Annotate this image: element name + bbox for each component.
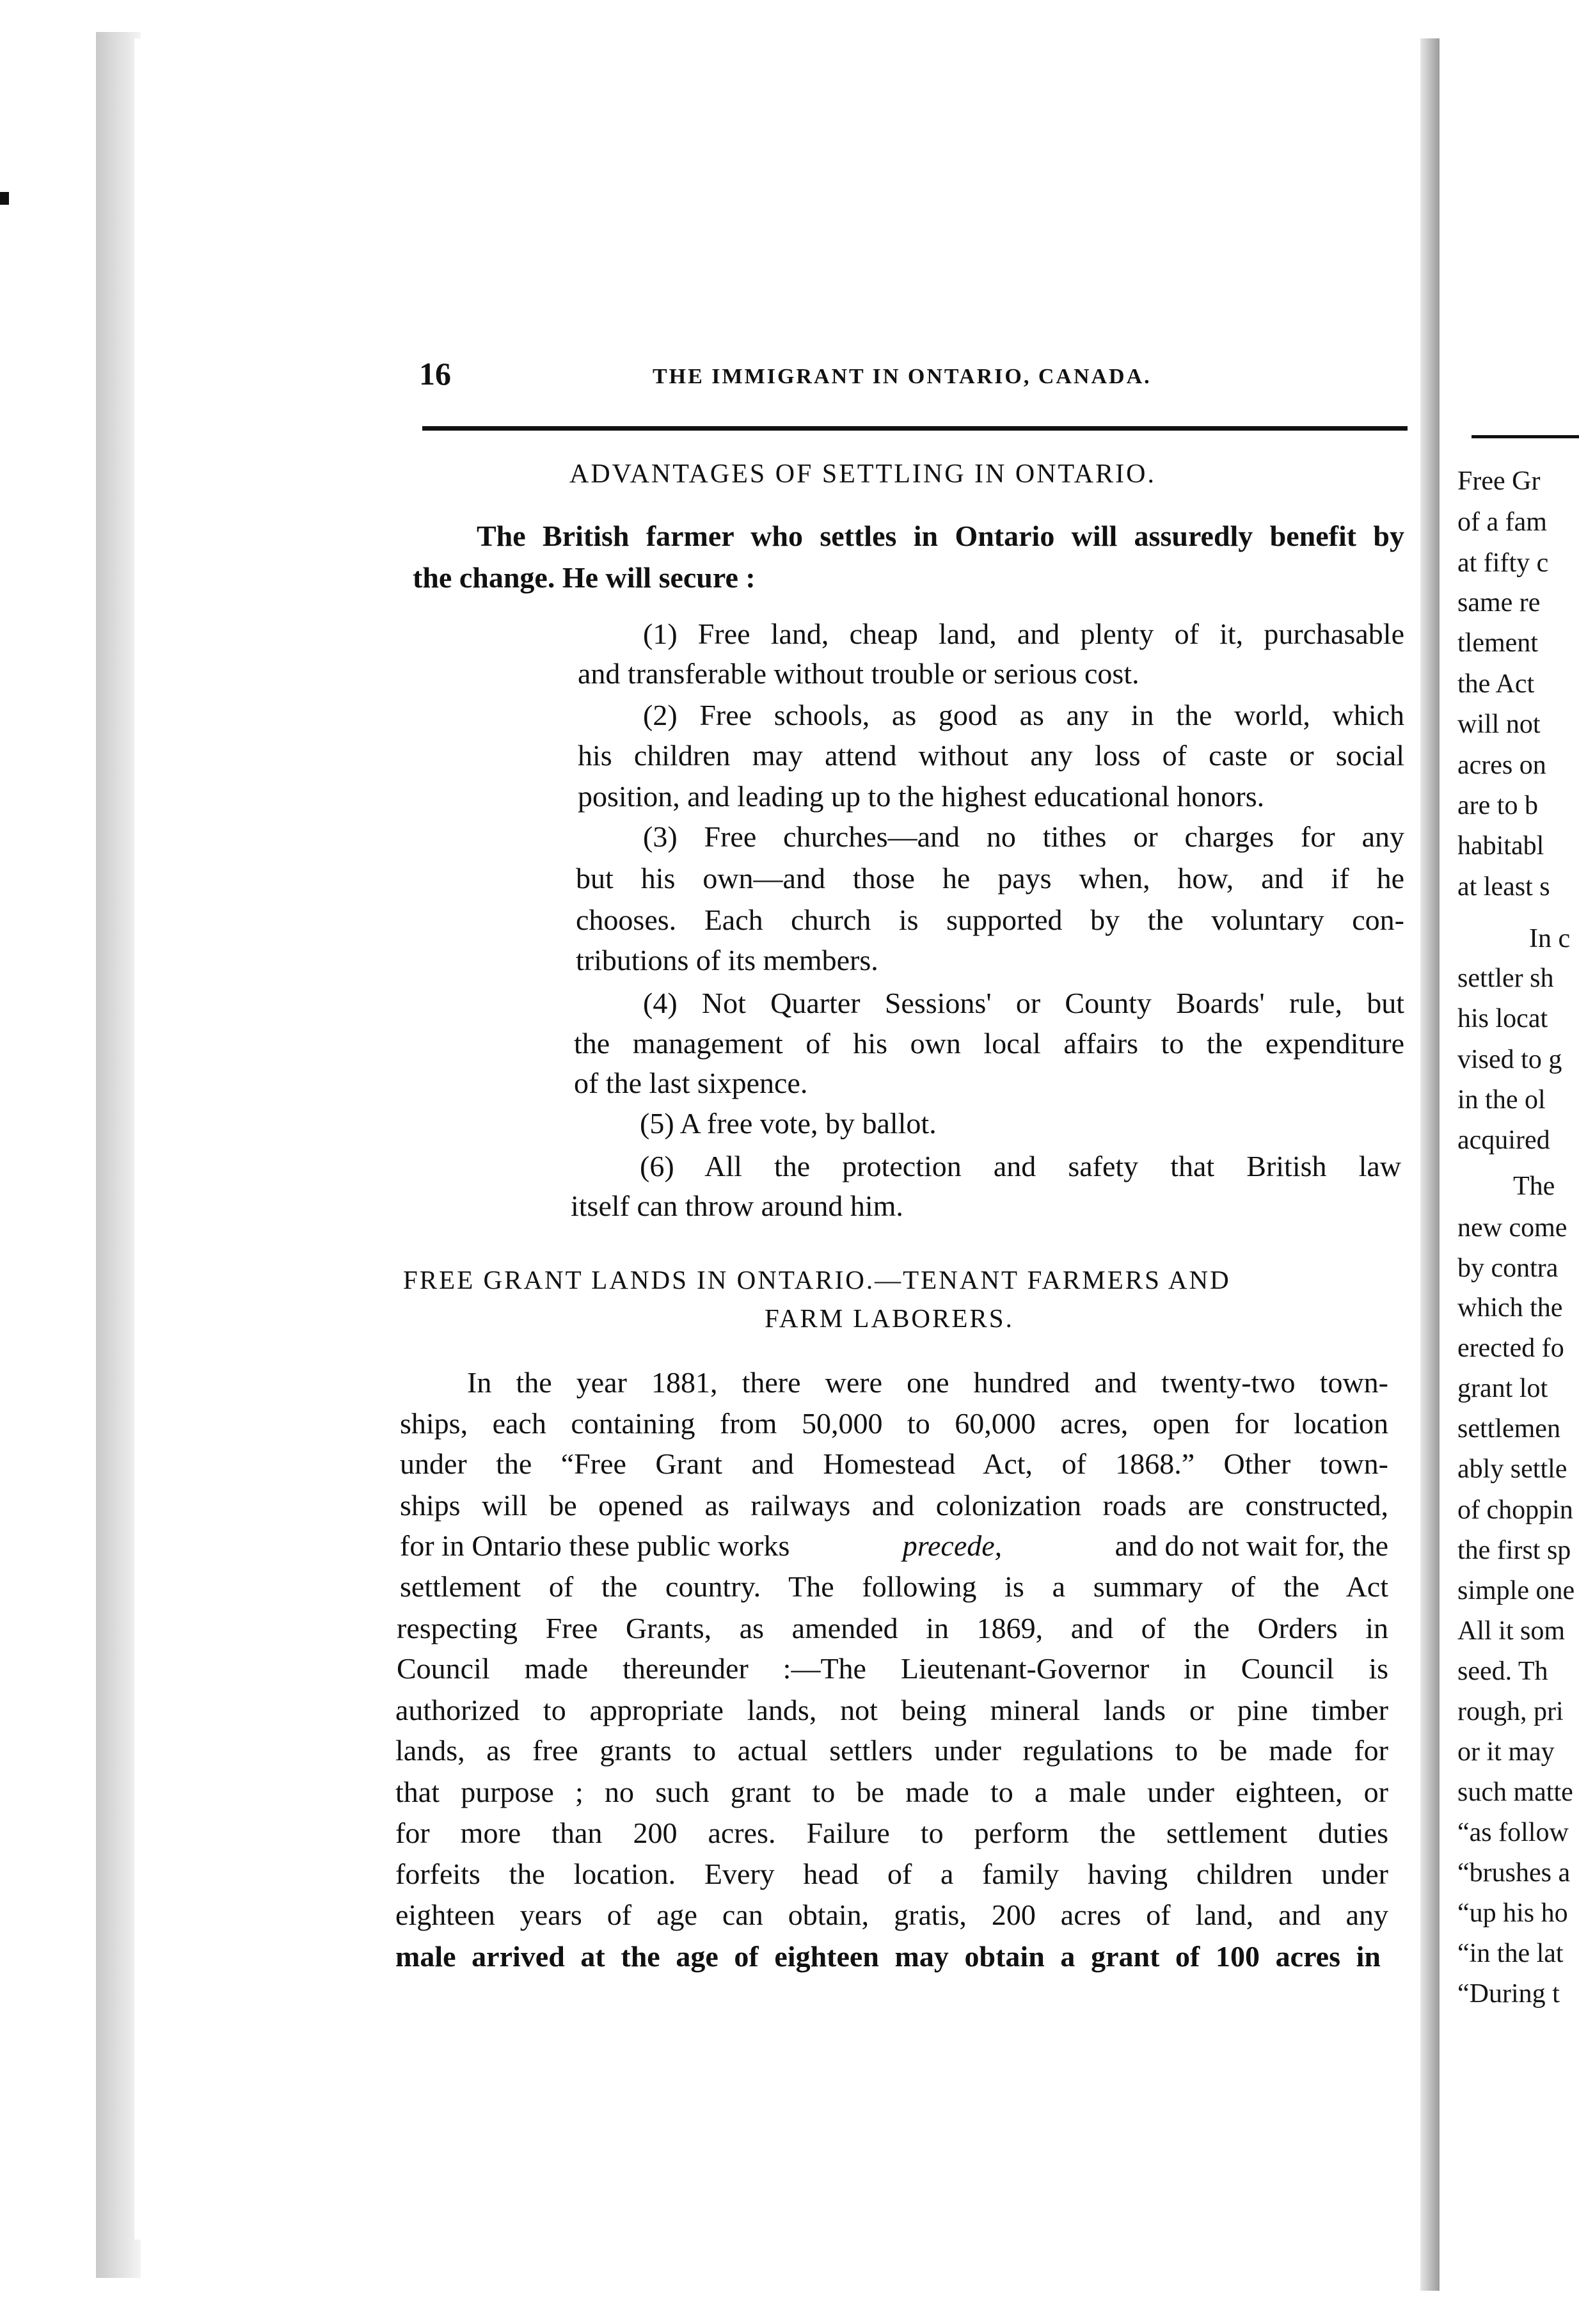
paragraph-line: that purpose ; no such grant to be made to a male under eighteen, or	[395, 1776, 1388, 1808]
paragraph-line: eighteen years of age can obtain, gratis, 200 acres of land, and any	[395, 1898, 1388, 1931]
facing-line: Free Gr	[1457, 466, 1541, 496]
page-gutter	[1420, 38, 1440, 2291]
intro-line: the change. He will secure :	[413, 561, 756, 594]
list-item: (5) A free vote, by ballot.	[640, 1107, 937, 1140]
paragraph-line-start: for in Ontario these public works	[400, 1529, 797, 1562]
facing-line: rough, pri	[1457, 1697, 1564, 1726]
facing-line: “in the lat	[1457, 1939, 1564, 1968]
paragraph-line: ships will be opened as railways and colonization roads are constructed,	[400, 1489, 1388, 1522]
scan-mark	[0, 192, 9, 205]
facing-line: grant lot	[1457, 1374, 1548, 1403]
facing-line: erected fo	[1457, 1333, 1564, 1363]
italic-word: precede,	[902, 1529, 1003, 1562]
paragraph-line: under the “Free Grant and Homestead Act, of 1868.” Other town-	[400, 1447, 1388, 1480]
list-item: but his own—and those he pays when, how, and if he	[576, 862, 1404, 895]
facing-line: will not	[1457, 710, 1541, 739]
running-title: THE IMMIGRANT IN ONTARIO, CANADA.	[653, 365, 1152, 388]
list-item: (2) Free schools, as good as any in the world, which	[643, 699, 1404, 731]
paragraph-line	[400, 1531, 1388, 1561]
facing-line: tlement	[1457, 628, 1538, 658]
facing-line: “brushes a	[1457, 1858, 1571, 1888]
facing-line: settler sh	[1457, 964, 1554, 993]
facing-line: vised to g	[1457, 1045, 1562, 1074]
facing-line: settlemen	[1457, 1414, 1560, 1444]
paragraph-line: Council made thereunder :—The Lieutenant-Governor in Council is	[397, 1652, 1388, 1685]
facing-line: of choppin	[1457, 1495, 1573, 1525]
list-item: (3) Free churches—and no tithes or charges for any	[643, 820, 1404, 853]
list-item: (6) All the protection and safety that British law	[640, 1150, 1401, 1182]
facing-line: the first sp	[1457, 1536, 1571, 1565]
facing-line: his locat	[1457, 1004, 1548, 1033]
facing-page-rule	[1472, 435, 1579, 438]
list-item: the management of his own local affairs to the expenditure	[574, 1027, 1404, 1060]
facing-line: or it may	[1457, 1737, 1555, 1767]
facing-line: acquired	[1457, 1126, 1550, 1155]
facing-line: at least s	[1457, 872, 1550, 902]
paragraph-line: forfeits the location. Every head of a family having children under	[395, 1858, 1388, 1890]
facing-page	[1440, 58, 1579, 2310]
facing-line: ably settle	[1457, 1454, 1567, 1484]
facing-line: simple one	[1457, 1576, 1575, 1605]
section-heading: FARM LABORERS.	[765, 1303, 1014, 1333]
facing-line: “During t	[1457, 1979, 1560, 2009]
facing-line: “as follow	[1457, 1818, 1569, 1847]
paragraph-line: ships, each containing from 50,000 to 60,000 acres, open for location	[400, 1407, 1388, 1440]
facing-line: In c	[1529, 924, 1571, 953]
facing-line: in the ol	[1457, 1085, 1546, 1115]
list-item: itself can throw around him.	[571, 1190, 903, 1222]
paragraph-line: In the year 1881, there were one hundred and twenty-two town-	[467, 1366, 1388, 1399]
facing-line: are to b	[1457, 791, 1538, 820]
page-number: 16	[419, 356, 451, 392]
list-item: tributions of its members.	[576, 944, 878, 976]
paragraph-line: lands, as free grants to actual settlers under regulations to be made for	[395, 1734, 1388, 1767]
facing-line: All it som	[1457, 1616, 1566, 1646]
list-item: chooses. Each church is supported by the voluntary con-	[576, 903, 1404, 936]
facing-line: the Act	[1457, 669, 1535, 699]
intro-line: The British farmer who settles in Ontario will assuredly benefit by	[477, 520, 1404, 552]
facing-line: acres on	[1457, 751, 1546, 780]
paragraph-line: settlement of the country. The following is a summary of the Act	[400, 1570, 1388, 1603]
facing-line: such matte	[1457, 1778, 1573, 1807]
facing-line: “up his ho	[1457, 1898, 1568, 1928]
facing-line: new come	[1457, 1213, 1567, 1243]
list-item: (1) Free land, cheap land, and plenty of it, purchasable	[643, 617, 1404, 650]
facing-line: habitabl	[1457, 831, 1544, 861]
list-item: (4) Not Quarter Sessions' or County Boards' rule, but	[643, 987, 1404, 1019]
facing-line: which the	[1457, 1293, 1563, 1323]
section-heading: FREE GRANT LANDS IN ONTARIO.—TENANT FARMERS AND	[403, 1265, 1231, 1294]
header-rule	[422, 426, 1408, 431]
section-heading: ADVANTAGES OF SETTLING IN ONTARIO.	[569, 459, 1156, 489]
facing-line: The	[1513, 1172, 1555, 1201]
facing-line: at fifty c	[1457, 548, 1549, 578]
list-item: position, and leading up to the highest educational honors.	[578, 780, 1265, 813]
paragraph-line: male arrived at the age of eighteen may obtain a grant of 100 acres in	[395, 1940, 1381, 1973]
paragraph-line: for more than 200 acres. Failure to perform the settlement duties	[395, 1817, 1388, 1849]
paragraph-line: authorized to appropriate lands, not being mineral lands or pine timber	[395, 1694, 1388, 1726]
facing-line: of a fam	[1457, 507, 1547, 537]
facing-line: same re	[1457, 588, 1541, 617]
paragraph-line: respecting Free Grants, as amended in 1869, and of the Orders in	[397, 1612, 1388, 1644]
paragraph-line-end: and do not wait for, the	[1107, 1529, 1388, 1562]
facing-line: by contra	[1457, 1254, 1559, 1283]
facing-line: seed. Th	[1457, 1657, 1548, 1686]
list-item: his children may attend without any loss of caste or social	[578, 739, 1404, 772]
list-item: and transferable without trouble or serious cost.	[578, 657, 1139, 690]
list-item: of the last sixpence.	[574, 1067, 808, 1099]
